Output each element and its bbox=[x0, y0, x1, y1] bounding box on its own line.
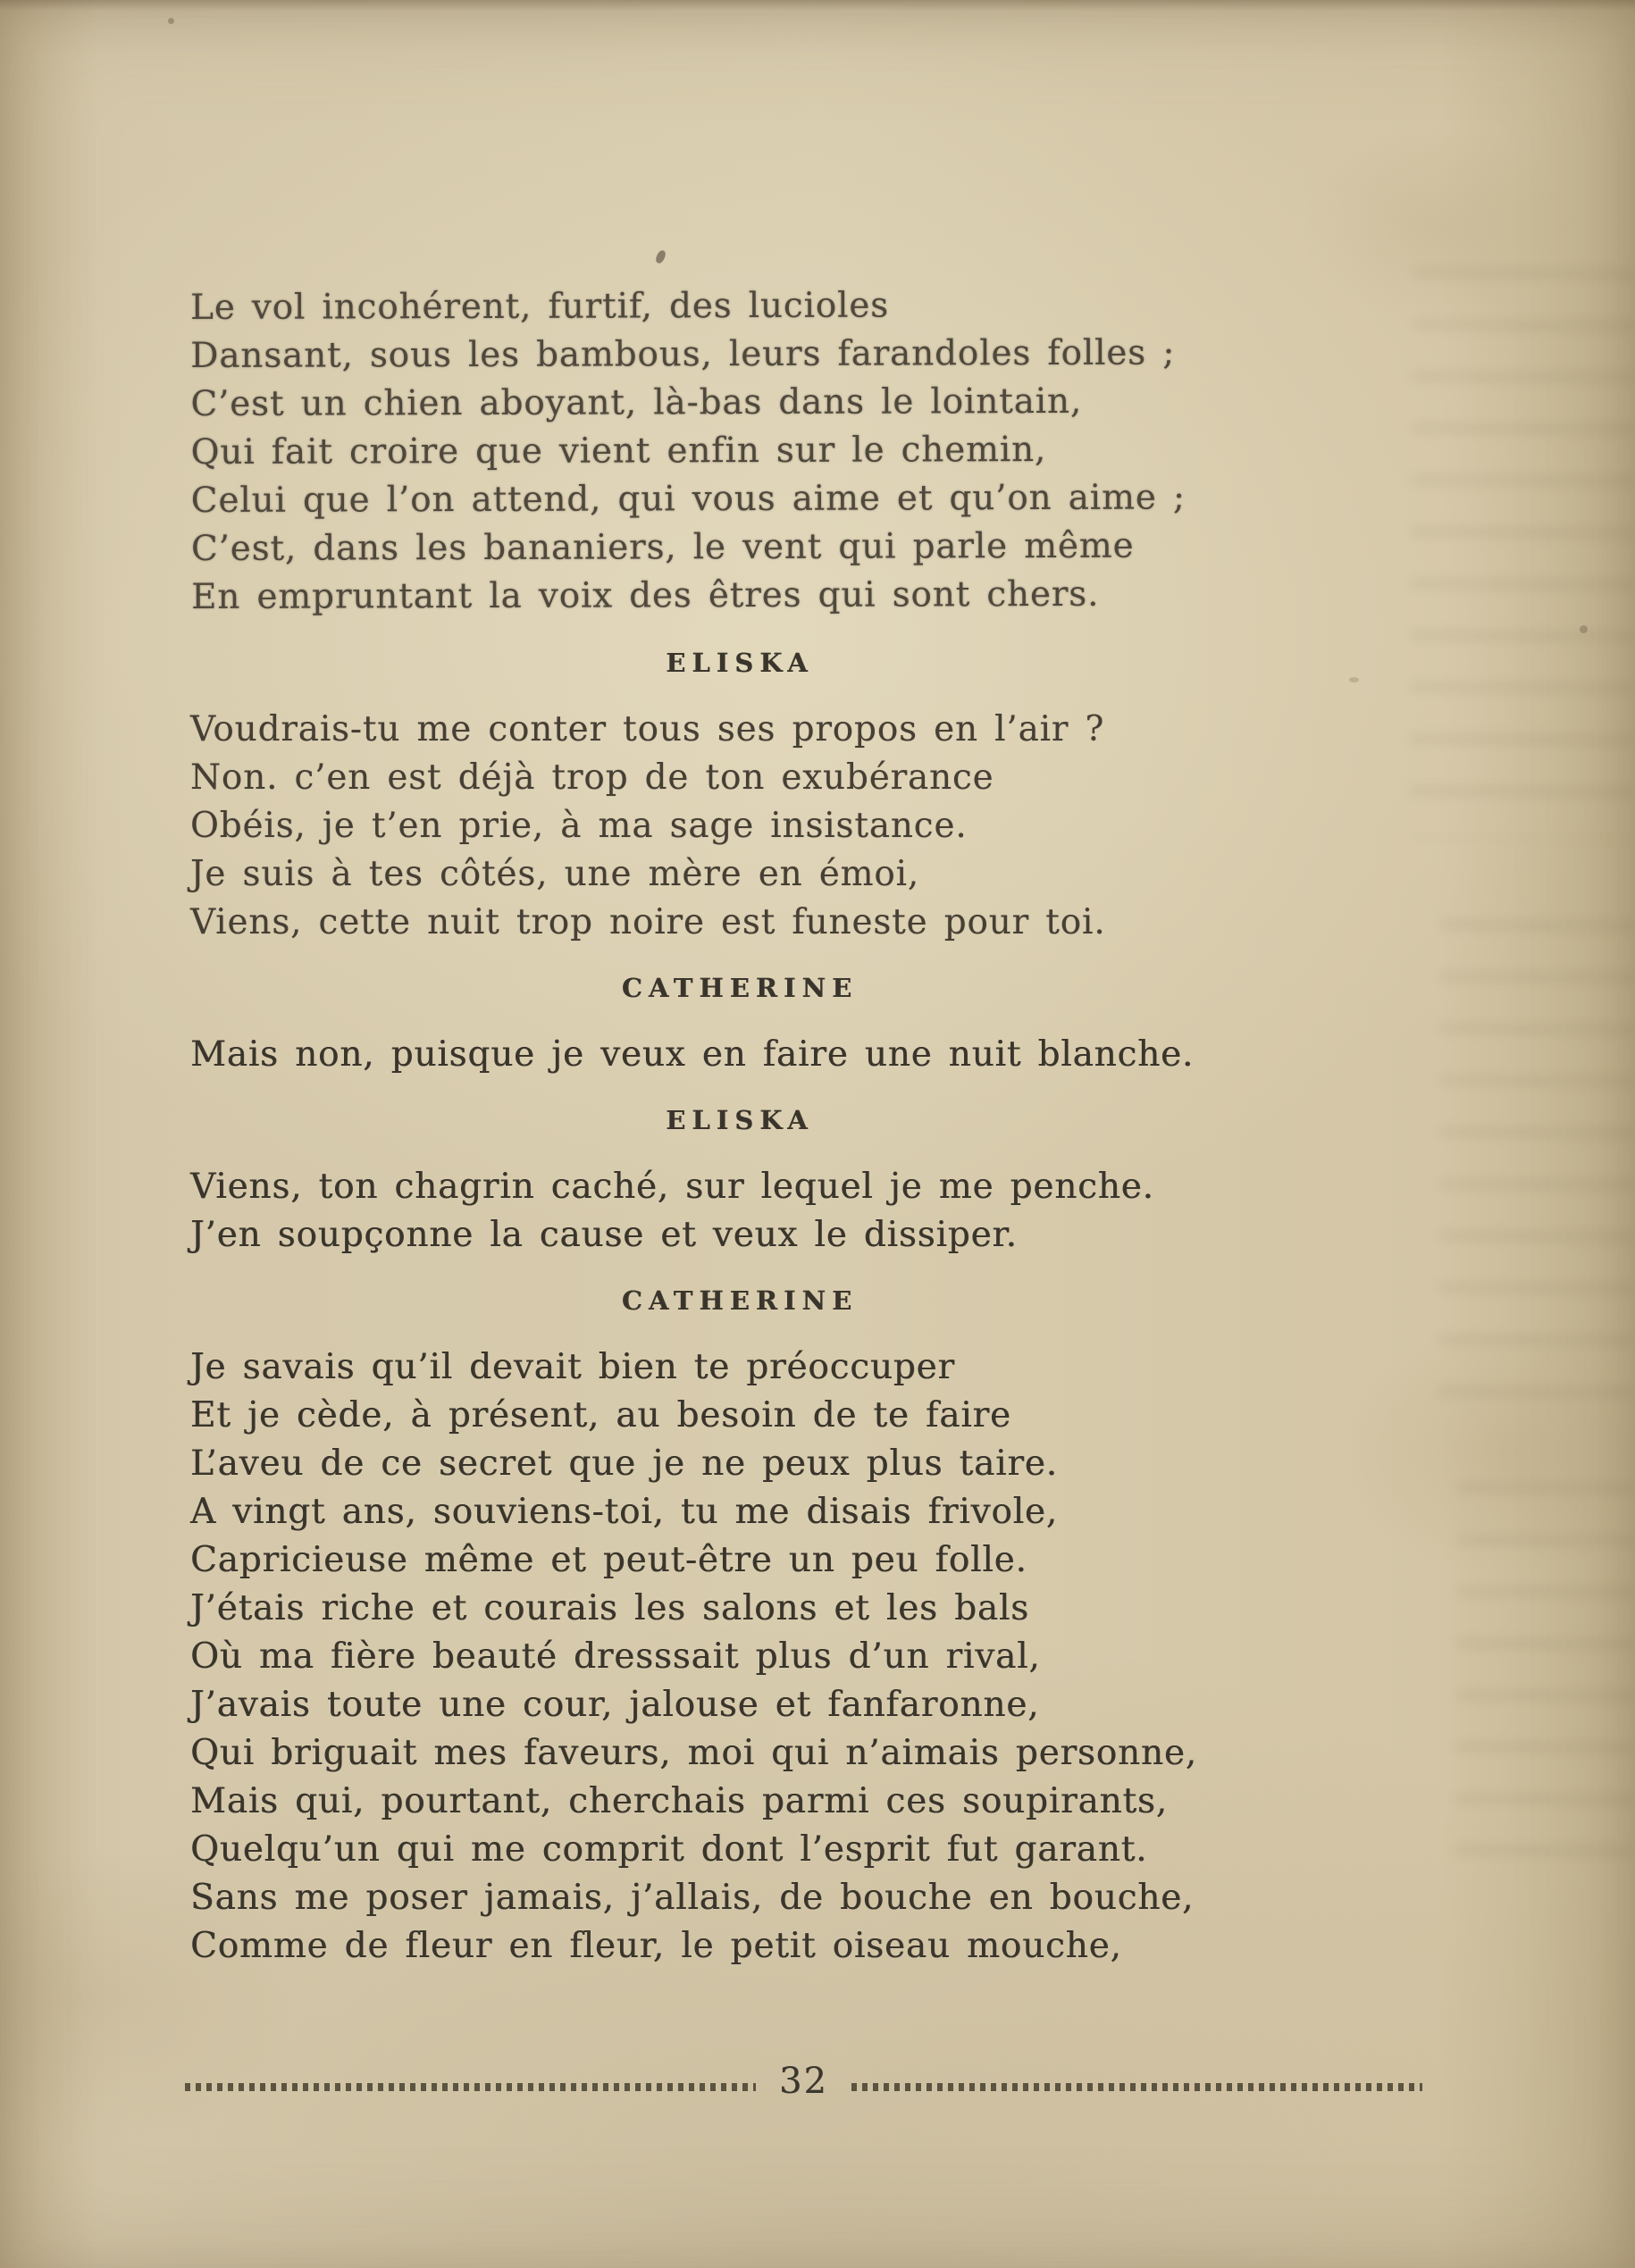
verse-line: Où ma fière beauté dresssait plus d’un rival, bbox=[190, 1636, 1041, 1677]
verse-stanza bbox=[190, 1031, 1289, 1079]
verse-line: Mais qui, pourtant, cherchais parmi ces soupirants, bbox=[190, 1781, 1168, 1821]
verse-line: Viens, ton chagrin caché, sur lequel je me penche. bbox=[190, 1167, 1154, 1207]
verse-line: A vingt ans, souviens-toi, tu me disais frivole, bbox=[190, 1492, 1058, 1532]
verse-line: Comme de fleur en fleur, le petit oiseau mouche, bbox=[190, 1926, 1122, 1966]
verse-line: Et je cède, à présent, au besoin de te faire bbox=[190, 1395, 1011, 1435]
verse-line: Celui que l’on attend, qui vous aime et qu’on aime ; bbox=[190, 477, 1186, 521]
speaker-heading: ELISKA bbox=[666, 648, 814, 678]
ink-speck bbox=[654, 249, 667, 264]
page-footer bbox=[185, 2061, 1422, 2105]
bleed-through-ghost bbox=[1437, 919, 1635, 1421]
footer-rule-left bbox=[185, 2083, 756, 2091]
verse-line: C’est, dans les bananiers, le vent qui parle même bbox=[190, 525, 1135, 569]
verse-line: Viens, cette nuit trop noire est funeste pour toi. bbox=[190, 902, 1106, 942]
ink-speck bbox=[168, 18, 174, 24]
verse-line: Quelqu’un qui me comprit dont l’esprit fut garant. bbox=[190, 1829, 1148, 1870]
verse-stanza bbox=[190, 1163, 1289, 1260]
bleed-through-ghost bbox=[1455, 1482, 1635, 1858]
speaker-heading: CATHERINE bbox=[621, 1285, 859, 1316]
verse-stanza bbox=[190, 706, 1289, 947]
verse-line: Je suis à tes côtés, une mère en émoi, bbox=[190, 854, 920, 894]
verse-line: L’aveu de ce secret que je ne peux plus taire. bbox=[190, 1444, 1058, 1484]
verse-line: Mais non, puisque je veux en faire une nuit blanche. bbox=[190, 1034, 1195, 1075]
verse-line: J’avais toute une cour, jalouse et fanfaronne, bbox=[190, 1685, 1040, 1725]
verse-line: Qui briguait mes faveurs, moi qui n’aimais personne, bbox=[190, 1733, 1197, 1773]
text-column bbox=[190, 284, 1289, 1971]
verse-line: Le vol incohérent, furtif, des lucioles bbox=[190, 285, 890, 328]
bleed-through-ghost bbox=[1410, 267, 1635, 841]
ink-speck bbox=[1349, 677, 1359, 682]
ink-speck bbox=[1580, 625, 1588, 633]
verse-stanza bbox=[190, 280, 1290, 622]
verse-line: Sans me poser jamais, j’allais, de bouche en bouche, bbox=[190, 1878, 1195, 1918]
verse-line: C’est un chien aboyant, là-bas dans le lointain, bbox=[190, 381, 1083, 424]
verse-line: Non. c’en est déjà trop de ton exubérance bbox=[190, 757, 994, 798]
verse-line: J’en soupçonne la cause et veux le dissiper. bbox=[190, 1215, 1018, 1255]
verse-line: Capricieuse même et peut-être un peu folle. bbox=[190, 1540, 1027, 1580]
footer-rule-right bbox=[851, 2083, 1422, 2091]
verse-line: Voudrais-tu me conter tous ses propos en l’air ? bbox=[190, 709, 1105, 749]
scan-edge-shadow bbox=[0, 0, 1635, 11]
verse-line: Je savais qu’il devait bien te préoccuper bbox=[190, 1347, 955, 1387]
verse-line: En empruntant la voix des êtres qui sont chers. bbox=[191, 573, 1100, 617]
verse-line: Obéis, je t’en prie, à ma sage insistance. bbox=[190, 806, 968, 846]
verse-line: J’étais riche et courais les salons et les bals bbox=[190, 1588, 1029, 1628]
speaker-heading: ELISKA bbox=[666, 1105, 814, 1135]
verse-line: Qui fait croire que vient enfin sur le chemin, bbox=[190, 429, 1047, 473]
speaker-heading: CATHERINE bbox=[621, 973, 859, 1003]
page-number: 32 bbox=[779, 2061, 828, 2102]
verse-line: Dansant, sous les bambous, leurs farandoles folles ; bbox=[190, 332, 1176, 376]
verse-stanza bbox=[190, 1343, 1289, 1971]
